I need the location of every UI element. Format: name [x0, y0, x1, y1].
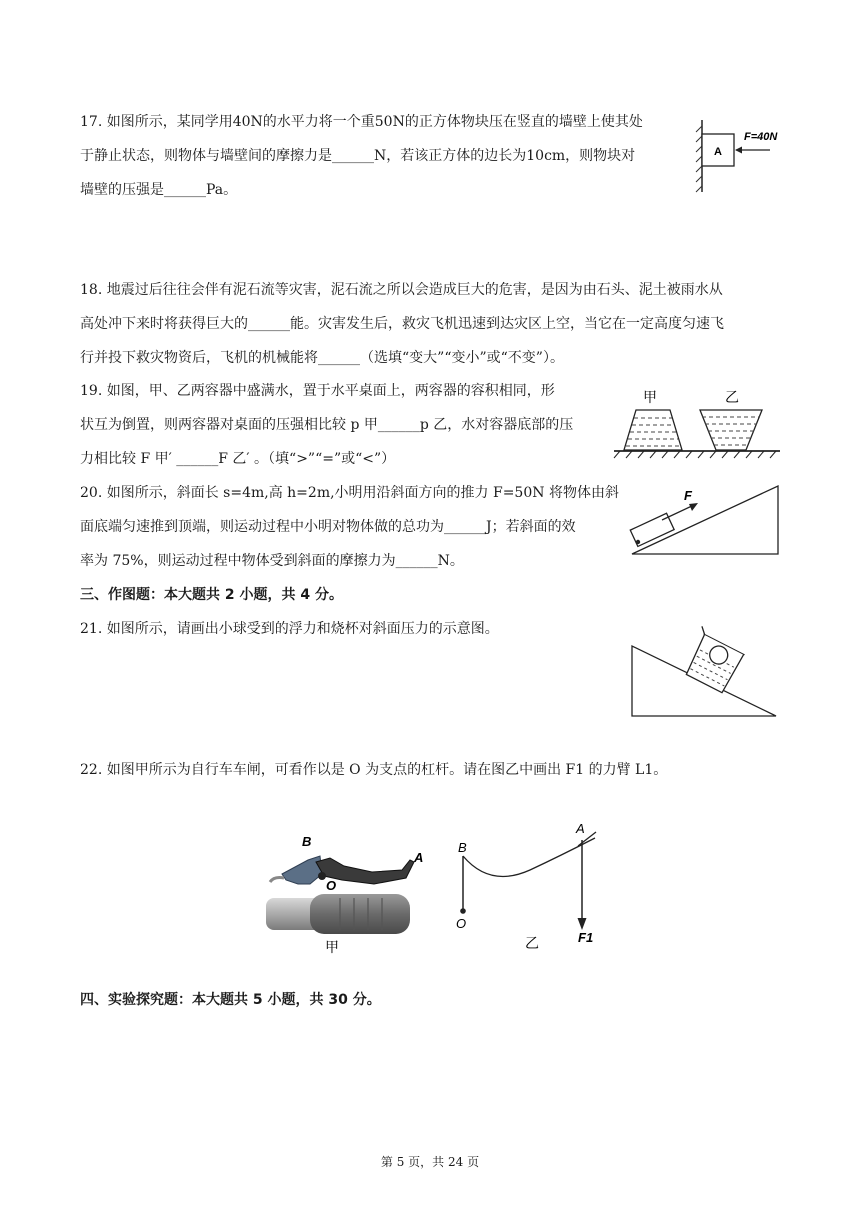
force-f1-head — [578, 918, 587, 930]
force-arrow-head — [735, 147, 742, 154]
push-force-label: F — [684, 488, 692, 503]
pivot-o — [318, 872, 326, 880]
q19-line-3: 力相比较 F 甲′ ______F 乙′ 。（填“>”“=”或“<”） — [80, 451, 396, 467]
q22-lever-diagram-figure — [450, 818, 610, 958]
push-force-head — [689, 503, 698, 511]
q20-incline-figure — [626, 480, 782, 558]
brake-cable — [270, 878, 284, 883]
q21-beaker-incline-figure — [628, 620, 780, 720]
q18-line-1: 18. 地震过后往往会伴有泥石流等灾害，泥石流之所以会造成巨大的危害，是因为由石头、泥土被雨水从 — [80, 282, 723, 298]
q17-line-1: 17. 如图所示，某同学用40N的水平力将一个重50N的正方体物块压在竖直的墙壁上使其处 — [80, 114, 643, 130]
section-4-heading: 四、实验探究题：本大题共 5 小题，共 30 分。 — [80, 992, 381, 1008]
q17-wall-block-figure — [694, 112, 794, 197]
q20-line-2: 面底端匀速推到顶端，则运动过程中小明对物体做的总功为______J；若斜面的效 — [80, 519, 576, 535]
grip — [310, 894, 410, 934]
q19-line-2: 状互为倒置，则两容器对桌面的压强相比较 p 甲______p 乙，水对容器底部的压 — [80, 417, 574, 433]
section-3-heading: 三、作图题：本大题共 2 小题，共 4 分。 — [80, 587, 343, 603]
container-jia-label: 甲 — [643, 389, 657, 405]
q17-line-3: 墙壁的压强是______Pa。 — [80, 182, 238, 198]
brake-body — [282, 856, 322, 884]
lever-curve — [463, 838, 595, 876]
container-yi-label: 乙 — [725, 389, 739, 405]
push-point — [636, 540, 640, 544]
container-yi — [700, 410, 762, 450]
lever-label-f1: F1 — [578, 930, 594, 945]
beaker-spout — [699, 626, 707, 634]
lever-label-a: A — [576, 821, 585, 836]
force-label: F=40N — [744, 131, 778, 143]
q22-line-1: 22. 如图甲所示为自行车车闸，可看作以是 O 为支点的杠杆。请在图乙中画出 F1 的力臂 L1。 — [80, 762, 668, 778]
brake-label-b: B — [302, 834, 312, 849]
q18-line-2: 高处冲下来时将获得巨大的______能。灾害发生后，救灾飞机迅速到达灾区上空，当它在一定高度匀速飞 — [80, 316, 724, 332]
block-a-label: A — [714, 146, 722, 158]
q19-line-1: 19. 如图，甲、乙两容器中盛满水，置于水平桌面上，两容器的容积相同，形 — [80, 383, 555, 399]
lever-label-b: B — [458, 840, 467, 855]
brake-label-a: A — [414, 850, 424, 865]
lever-point-o — [460, 908, 466, 914]
q20-line-1: 20. 如图所示，斜面长 s=4m,高 h=2m,小明用沿斜面方向的推力 F=50N 将物体由斜 — [80, 485, 619, 501]
q19-containers-figure — [612, 382, 784, 464]
brake-figure-caption: 甲 — [325, 939, 339, 955]
q20-line-3: 率为 75%，则运动过程中物体受到斜面的摩擦力为______N。 — [80, 553, 464, 569]
lever-label-o: O — [456, 916, 467, 931]
q21-line-1: 21. 如图所示，请画出小球受到的浮力和烧杯对斜面压力的示意图。 — [80, 621, 499, 637]
q22-brake-photo-figure — [262, 818, 442, 958]
lever-figure-caption: 乙 — [525, 935, 539, 951]
brake-label-o: O — [326, 878, 337, 893]
page-footer: 第 5 页，共 24 页 — [380, 1155, 480, 1169]
container-jia — [624, 410, 682, 450]
q18-line-3: 行并投下救灾物资后，飞机的机械能将______（选填“变大”“变小”或“不变”）。 — [80, 350, 564, 366]
q17-line-2: 于静止状态，则物体与墙壁间的摩擦力是______N，若该正方体的边长为10cm，则物块对 — [80, 148, 636, 164]
